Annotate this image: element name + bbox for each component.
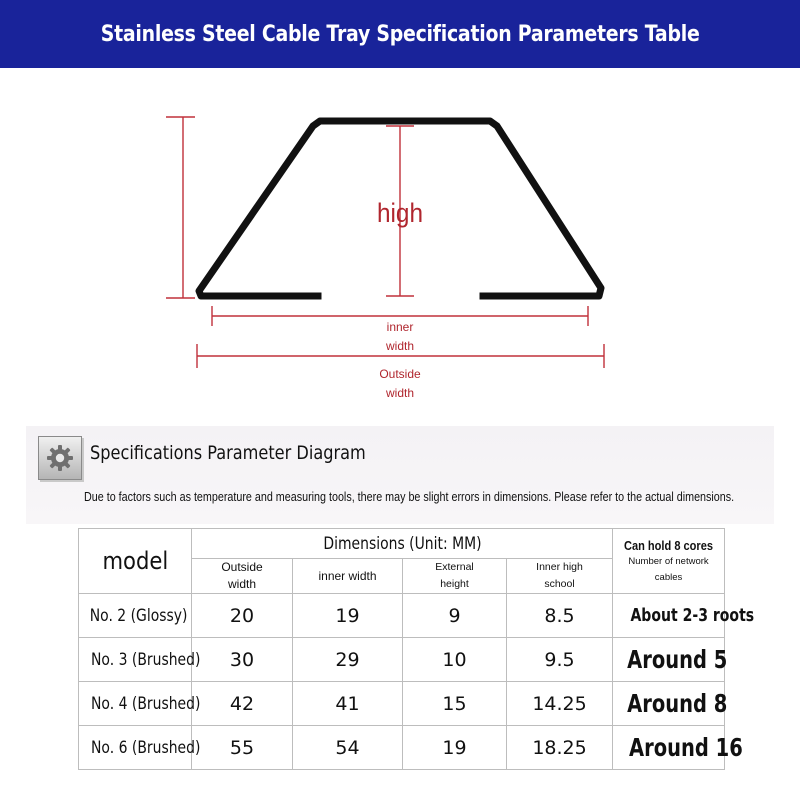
inner-high-cell: 14.25: [507, 682, 613, 726]
model-cell: No. 6 (Brushed): [79, 726, 192, 770]
outside-width-cell: 20: [192, 594, 293, 638]
inner-high-cell: 9.5: [507, 638, 613, 682]
table-row: [79, 726, 725, 770]
inner-width-cell: 29: [293, 638, 403, 682]
specifications-section: [26, 426, 774, 524]
capacity-cell: Around 8: [613, 682, 725, 726]
inner-width-label-line2: width: [385, 339, 415, 353]
dimension-disclaimer: Due to factors such as temperature and measuring tools, there may be slight errors in dimensions. Please refer to the actual dimensions.: [84, 490, 735, 504]
outside-width-header: Outside width: [192, 559, 293, 594]
inner-high-cell: 18.25: [507, 726, 613, 770]
capacity-cell: Around 5: [613, 638, 725, 682]
inner-high-header: Inner high school: [507, 559, 613, 594]
outside-width-cell: 42: [192, 682, 293, 726]
external-height-cell: 10: [403, 638, 507, 682]
outside-width-label-line1: Outside: [379, 367, 421, 381]
table-row: [79, 682, 725, 726]
header-banner: [0, 0, 800, 68]
model-cell: No. 2 (Glossy): [79, 594, 192, 638]
outside-width-cell: 30: [192, 638, 293, 682]
inner-width-cell: 54: [293, 726, 403, 770]
inner-width-cell: 41: [293, 682, 403, 726]
inner-width-label-line1: inner: [386, 320, 414, 334]
specifications-title: Specifications Parameter Diagram: [90, 442, 366, 464]
inner-width-header: inner width: [293, 559, 403, 594]
gear-icon: [38, 436, 82, 480]
capacity-cell: Around 16: [613, 726, 725, 770]
external-height-cell: 15: [403, 682, 507, 726]
model-column-header: model: [79, 529, 192, 594]
cable-tray-diagram: [0, 68, 800, 418]
table-header-row: [79, 529, 725, 559]
inner-high-cell: 8.5: [507, 594, 613, 638]
capacity-column-header: Can hold 8 cores Number of network cables: [613, 529, 725, 594]
capacity-cell: About 2-3 roots: [613, 594, 725, 638]
external-height-cell: 19: [403, 726, 507, 770]
external-height-header: External height: [403, 559, 507, 594]
table-row: [79, 638, 725, 682]
model-cell: No. 4 (Brushed): [79, 682, 192, 726]
external-height-cell: 9: [403, 594, 507, 638]
outer-height-dimension: [166, 117, 195, 298]
page-title: Stainless Steel Cable Tray Specification Parameters Table: [100, 21, 700, 47]
specification-table: [78, 528, 755, 770]
dimensions-header: Dimensions (Unit: MM): [192, 529, 613, 559]
model-cell: No. 3 (Brushed): [79, 638, 192, 682]
table-row: [79, 594, 725, 638]
outside-width-label-line2: width: [385, 386, 415, 400]
outside-width-cell: 55: [192, 726, 293, 770]
inner-width-cell: 19: [293, 594, 403, 638]
high-label: high: [377, 198, 423, 228]
